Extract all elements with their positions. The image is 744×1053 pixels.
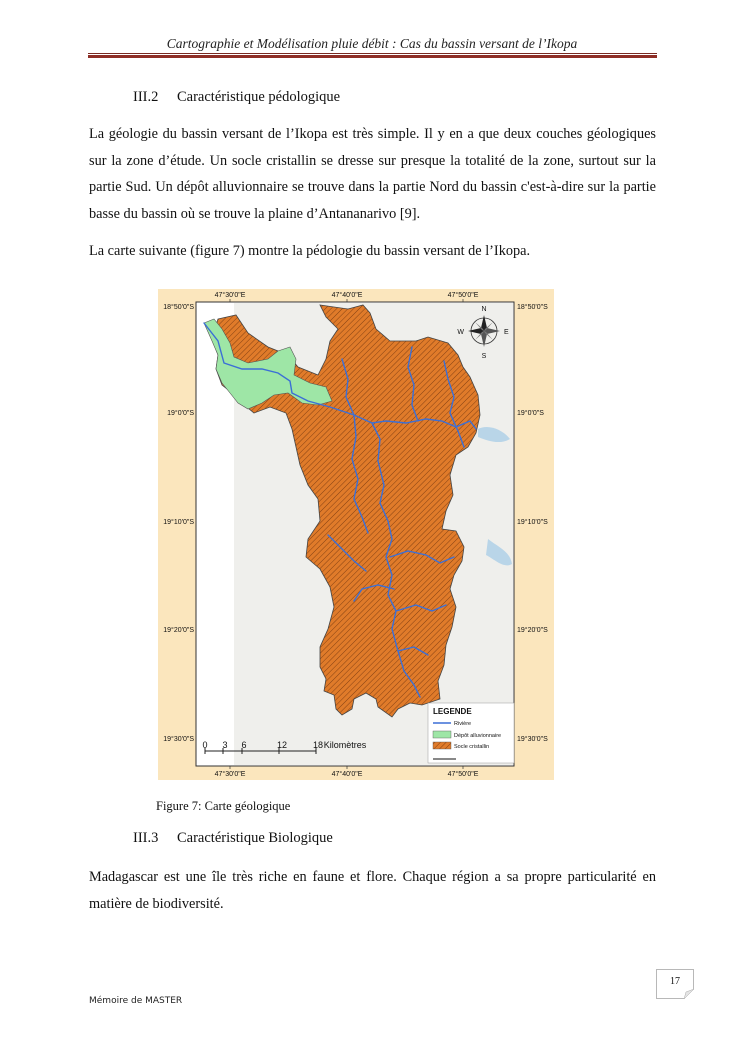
lat-label-right: 19°0'0"S (517, 410, 544, 417)
scale-tick: 0 (202, 740, 208, 750)
scale-tick: 3 (222, 740, 228, 750)
scale-tick: 12 (276, 740, 288, 750)
lat-label-left: 19°30'0"S (163, 736, 194, 743)
paragraph-biodiversity: Madagascar est une île très riche en faune et flore. Chaque région a sa propre particularité en matière de biodiversité. (89, 869, 656, 912)
lat-label-left: 19°0'0"S (167, 410, 194, 417)
scale-tick: 18 (312, 740, 324, 750)
lon-label-bottom: 47°40'0"E (331, 771, 363, 778)
header-rule-thick (88, 55, 657, 58)
scale-tick: 6 (241, 740, 247, 750)
paragraph-geology: La géologie du bassin versant de l’Ikopa est très simple. Il y en a que deux couches géologiques sur la zone d’étude. Un socle cristallin se dresse sur presque la totalité de la zone, surtout sur la partie Sud. Un dépôt alluvionnaire se trouve dans la partie Nord du bassin c'est-à-dire sur la partie basse du bassin où se trouve la plaine d’Antananarivo [9]. (89, 126, 656, 222)
section-number: III.2 (133, 89, 159, 105)
legend-swatch-socle (433, 742, 451, 749)
lon-label-bottom: 47°50'0"E (447, 771, 479, 778)
compass-e: E (504, 329, 509, 336)
page-number: 17 (670, 976, 680, 987)
legend-title: LEGENDE (433, 707, 472, 716)
lat-label-left: 19°10'0"S (163, 519, 194, 526)
lon-label-top: 47°40'0"E (331, 292, 363, 299)
header-rule (88, 53, 657, 54)
lon-label-top: 47°50'0"E (447, 292, 479, 299)
lon-label-bottom: 47°30'0"E (214, 771, 246, 778)
lat-label-right: 19°20'0"S (517, 627, 548, 634)
scale-unit: Kilomètres (323, 740, 367, 750)
section-heading-iii-2 (133, 89, 340, 106)
lat-label-right: 18°50'0"S (517, 304, 548, 311)
figure-caption: Figure 7: Carte géologique (156, 799, 291, 813)
section-title: Caractéristique pédologique (177, 89, 341, 105)
legend-item-socle: Socle cristallin (454, 744, 490, 750)
footer-text: Mémoire de MASTER (89, 996, 183, 1006)
geology-map-figure (158, 289, 554, 780)
compass-n: N (481, 306, 487, 313)
section-title: Caractéristique Biologique (177, 830, 333, 846)
compass-w: W (457, 329, 464, 336)
lat-label-right: 19°30'0"S (517, 736, 548, 743)
section-number: III.3 (133, 830, 159, 846)
page-number-box (656, 969, 694, 999)
lat-label-left: 18°50'0"S (163, 304, 194, 311)
legend-item-depot: Dépôt alluvionnaire (454, 733, 502, 739)
geology-map (158, 289, 554, 780)
lon-label-top: 47°30'0"E (214, 292, 246, 299)
section-heading-iii-3 (133, 830, 333, 847)
compass-s: S (481, 353, 487, 360)
paragraph-map-intro: La carte suivante (figure 7) montre la pédologie du bassin versant de l’Ikopa. (89, 243, 531, 259)
legend-item-riviere: Rivière (454, 721, 472, 727)
page-curl-icon (684, 989, 694, 999)
lat-label-right: 19°10'0"S (517, 519, 548, 526)
running-header: Cartographie et Modélisation pluie débit : Cas du bassin versant de l’Ikopa (166, 36, 578, 51)
lat-label-left: 19°20'0"S (163, 627, 194, 634)
legend-swatch-alluvion (433, 731, 451, 738)
map-legend (428, 703, 514, 763)
